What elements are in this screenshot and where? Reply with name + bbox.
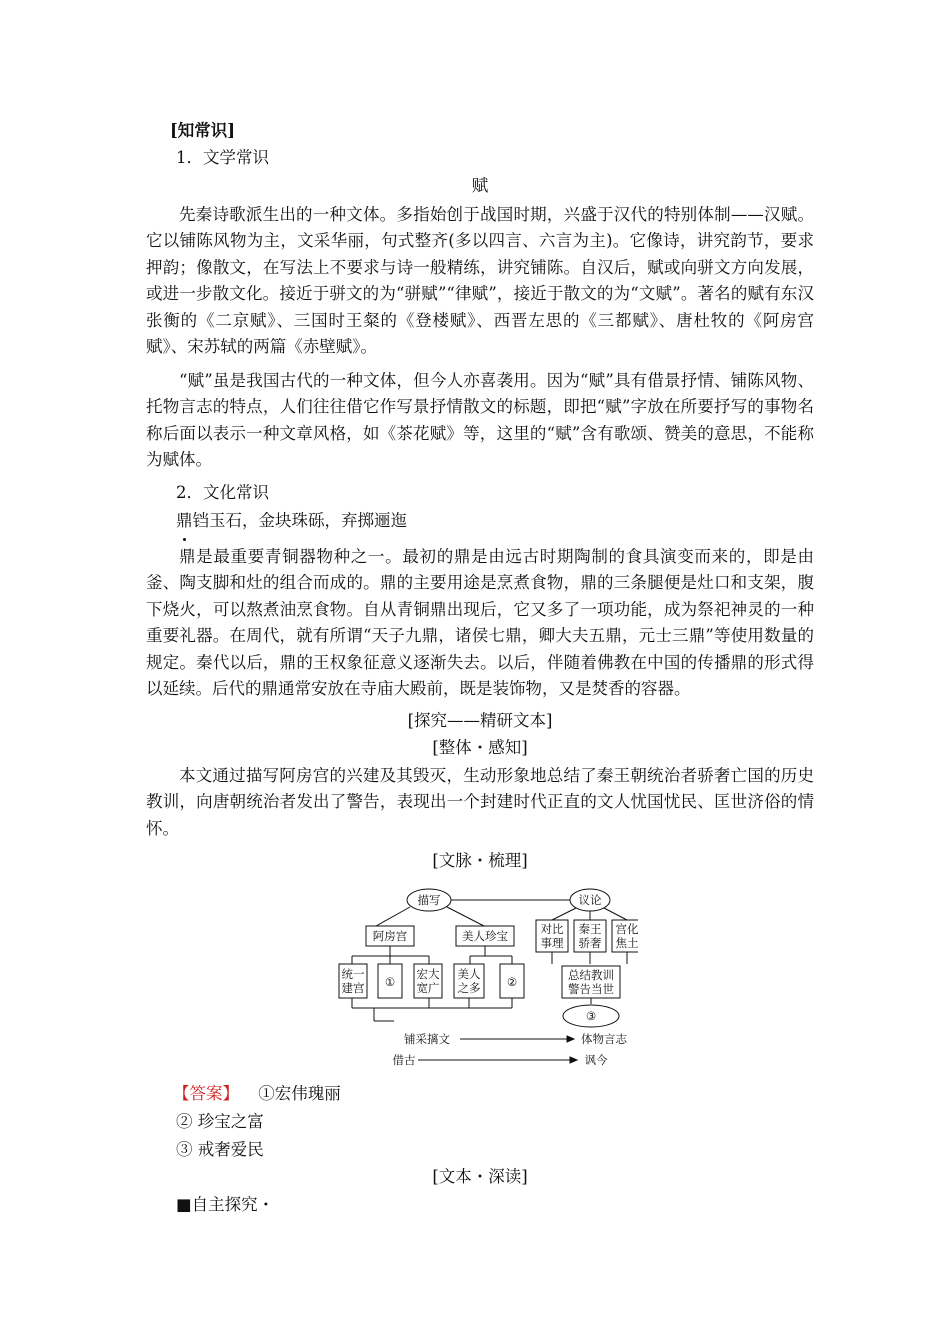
describe-label: 描写: [417, 893, 441, 907]
answer-2: ② 珍宝之富: [176, 1112, 264, 1131]
circle2-label: ②: [506, 975, 518, 989]
unify-label-1: 统一: [341, 967, 365, 981]
qin-label-2: 骄奢: [578, 936, 602, 950]
beauty-many-label-1: 美人: [457, 967, 481, 981]
idiom-line: 鼎铛玉石，金块珠砾，弃掷逦迤: [176, 511, 407, 530]
fu-paragraph-1: 先秦诗歌派生出的一种文体。多指始创于战国时期，兴盛于汉代的特别体制——汉赋。它以铺陈风物为主，文采华丽，句式整齐(多以四言、六言为主)。它像诗，讲究韵节，要求押韵；像散文，在写法上不要求与诗一般精练，讲究铺陈。自汉后，赋或向骈文方向发展，或进一步散文化。接近于骈文的为“骈赋”“律赋”，接近于散文的为“文赋”。著名的赋有东汉张衡的《二京赋》、三国时王粲的《登楼赋》、西晋左思的《三都赋》、唐杜牧的《阿房宫赋》、宋苏轼的两篇《赤壁赋》。: [146, 205, 814, 357]
answer-1: ①宏伟瑰丽: [258, 1084, 341, 1103]
structure-diagram: [334, 880, 638, 1068]
compare-label-1: 对比: [540, 922, 564, 936]
ding-paragraph: 鼎是最重要青铜器物种之一。最初的鼎是由远古时期陶制的食具演变而来的，即是由釜、陶支脚和灶的组合而成的。鼎的主要用途是烹煮食物，鼎的三条腿便是灶口和支架，腹下烧火，可以熬煮油烹食物。自从青铜鼎出现后，它又多了一项功能，成为祭祀神灵的一种重要礼器。在周代，就有所谓“天子九鼎，诸侯七鼎，卿大夫五鼎，元士三鼎”等使用数量的规定。秦代以后，鼎的王权象征意义逐渐失去。以后，伴随着佛教在中国的传播鼎的形式得以延续。后代的鼎通常安放在寺庙大殿前，既是装饰物，又是焚香的容器。: [146, 547, 814, 699]
summary-label-1: 总结教训: [568, 968, 614, 982]
answer-tag: 【答案】: [173, 1084, 239, 1103]
present-label: 讽今: [584, 1053, 608, 1067]
object-label: 体物言志: [581, 1032, 627, 1046]
circle3-label: ③: [585, 1009, 597, 1023]
self-explore: ■自主探究・: [176, 1195, 275, 1214]
structure-heading: [文脉・梳理]: [432, 851, 528, 870]
discuss-label: 议论: [578, 893, 602, 907]
knowledge-heading: [知常识]: [170, 121, 236, 140]
section2-title: 2．文化常识: [176, 483, 269, 502]
deep-heading: [文本・深读]: [432, 1167, 528, 1186]
qin-label-1: 秦王: [578, 922, 602, 936]
ornate-label: 铺采摛文: [404, 1032, 450, 1046]
beauty-many-label-2: 之多: [457, 981, 481, 995]
summary-label-2: 警告当世: [568, 982, 614, 996]
unify-label-2: 建宫: [341, 981, 365, 995]
fu-paragraph-2: “赋”虽是我国古代的一种文体，但今人亦喜袭用。因为“赋”具有借景抒情、铺陈风物、托物言志的特点，人们往往借它作写景抒情散文的标题，即把“赋”字放在所要抒写的事物名称后面以表示一种文章风格，如《茶花赋》等，这里的“赋”含有歌颂、赞美的意思，不能称为赋体。: [146, 371, 814, 470]
answer-3: ③ 戒奢爱民: [176, 1140, 264, 1159]
epang-label: 阿房宫: [372, 929, 408, 943]
grand-label-1: 宏大: [416, 967, 440, 981]
circle1-label: ①: [384, 975, 396, 989]
overall-heading: [整体・感知]: [432, 738, 528, 757]
compare-label-2: 事理: [540, 936, 564, 950]
beauty-label: 美人珍宝: [462, 929, 508, 943]
palace-label-2: 焦土: [615, 936, 638, 950]
section1-title: 1．文学常识: [176, 148, 269, 167]
explore-heading: [探究——精研文本]: [407, 711, 553, 730]
answer-line-1: [173, 1081, 341, 1107]
overall-paragraph: 本文通过描写阿房宫的兴建及其毁灭，生动形象地总结了秦王朝统治者骄奢亡国的历史教训，向唐朝统治者发出了警告，表现出一个封建时代正直的文人忧国忧民、匡世济俗的情怀。: [146, 766, 814, 838]
palace-label-1: 宫化: [615, 922, 638, 936]
grand-label-2: 宽广: [416, 981, 440, 995]
fu-title: 赋: [471, 176, 489, 195]
emphasis-dot: [183, 538, 186, 541]
past-label: 借古: [392, 1053, 416, 1067]
